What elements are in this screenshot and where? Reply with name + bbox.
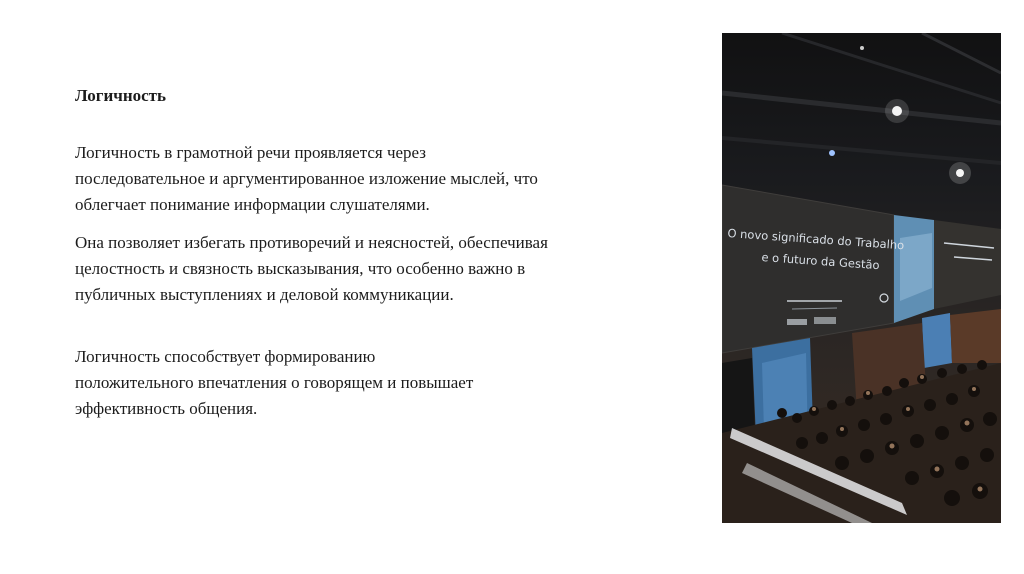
paragraph-3: Логичность способствует формированию положительного впечатления о говорящем и повышает эффективность общения.	[75, 347, 474, 418]
paragraph-1: Логичность в грамотной речи проявляется через последовательное и аргументированное изложение мыслей, что облегчает понимание информации слушателями.	[75, 143, 538, 214]
paragraph-2: Она позволяет избегать противоречий и неясностей, обеспечивая целостность и связность высказывания, что особенно важно в публичных выступлениях и деловой коммуникации.	[75, 233, 548, 304]
screen-text-line2: e o futuro da Gestão	[761, 250, 881, 273]
conference-photo	[722, 33, 1001, 523]
slide-title: Логичность	[75, 86, 167, 105]
text-column	[75, 84, 595, 422]
screen-text-line1: O novo significado do Trabalho	[727, 226, 905, 253]
photo-scene	[722, 33, 1001, 523]
